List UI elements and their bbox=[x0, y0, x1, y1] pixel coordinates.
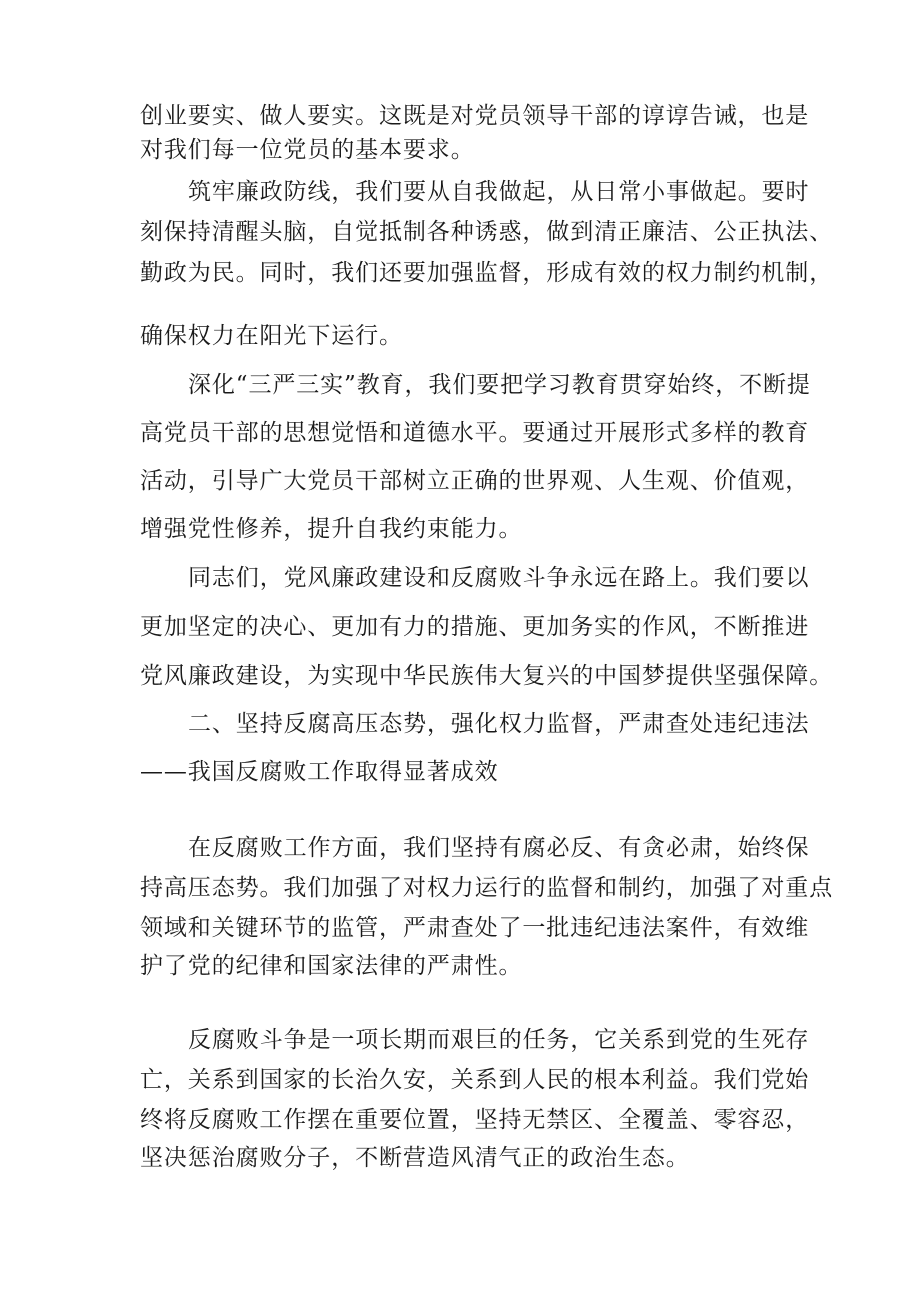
paragraph-2-line-4: 确保权力在阳光下运行。 bbox=[140, 323, 403, 349]
paragraph-5-line-1: 在反腐败工作方面，我们坚持有腐必反、有贪必肃，始终保 bbox=[188, 835, 810, 861]
section-heading-line-2: ——我国反腐败工作取得显著成效 bbox=[140, 759, 499, 785]
paragraph-4-line-3: 党风廉政建设，为实现中华民族伟大复兴的中国梦提供坚强保障。 bbox=[140, 663, 834, 689]
paragraph-1-line-2: 对我们每一位党员的基本要求。 bbox=[140, 137, 475, 163]
paragraph-3-line-1: 深化“三严三实”教育，我们要把学习教育贯穿始终，不断提 bbox=[188, 372, 811, 398]
paragraph-6-line-3: 终将反腐败工作摆在重要位置，坚持无禁区、全覆盖、零容忍， bbox=[140, 1107, 810, 1133]
paragraph-4-line-1: 同志们，党风廉政建设和反腐败斗争永远在路上。我们要以 bbox=[188, 565, 810, 591]
paragraph-2-line-1: 筑牢廉政防线，我们要从自我做起，从日常小事做起。要时 bbox=[188, 179, 810, 205]
section-heading-line-1: 二、坚持反腐高压态势，强化权力监督，严肃查处违纪违法 bbox=[188, 711, 810, 737]
paragraph-3-line-2: 高党员干部的思想觉悟和道德水平。要通过开展形式多样的教育 bbox=[140, 420, 810, 446]
paragraph-5-line-2: 持高压态势。我们加强了对权力运行的监督和制约，加强了对重点 bbox=[140, 875, 834, 901]
paragraph-4-line-2: 更加坚定的决心、更加有力的措施、更加务实的作风，不断推进 bbox=[140, 614, 810, 640]
paragraph-6-line-1: 反腐败斗争是一项长期而艰巨的任务，它关系到党的生死存 bbox=[188, 1027, 810, 1053]
paragraph-6-line-2: 亡，关系到国家的长治久安，关系到人民的根本利益。我们党始 bbox=[140, 1067, 810, 1093]
paragraph-5-line-3: 领域和关键环节的监管，严肃查处了一批违纪违法案件，有效维 bbox=[140, 915, 810, 941]
paragraph-1-line-1: 创业要实、做人要实。这既是对党员领导干部的谆谆告诫，也是 bbox=[140, 103, 810, 129]
paragraph-3-line-3: 活动，引导广大党员干部树立正确的世界观、人生观、价值观， bbox=[140, 468, 810, 494]
paragraph-3-line-4: 增强党性修养，提升自我约束能力。 bbox=[140, 516, 523, 542]
paragraph-2-line-3: 勤政为民。同时，我们还要加强监督，形成有效的权力制约机制， bbox=[140, 260, 834, 286]
paragraph-2-line-2: 刻保持清醒头脑，自觉抵制各种诱惑，做到清正廉洁、公正执法、 bbox=[140, 219, 834, 245]
paragraph-6-line-4: 坚决惩治腐败分子，不断营造风清气正的政治生态。 bbox=[140, 1145, 690, 1171]
paragraph-5-line-4: 护了党的纪律和国家法律的严肃性。 bbox=[140, 953, 523, 979]
